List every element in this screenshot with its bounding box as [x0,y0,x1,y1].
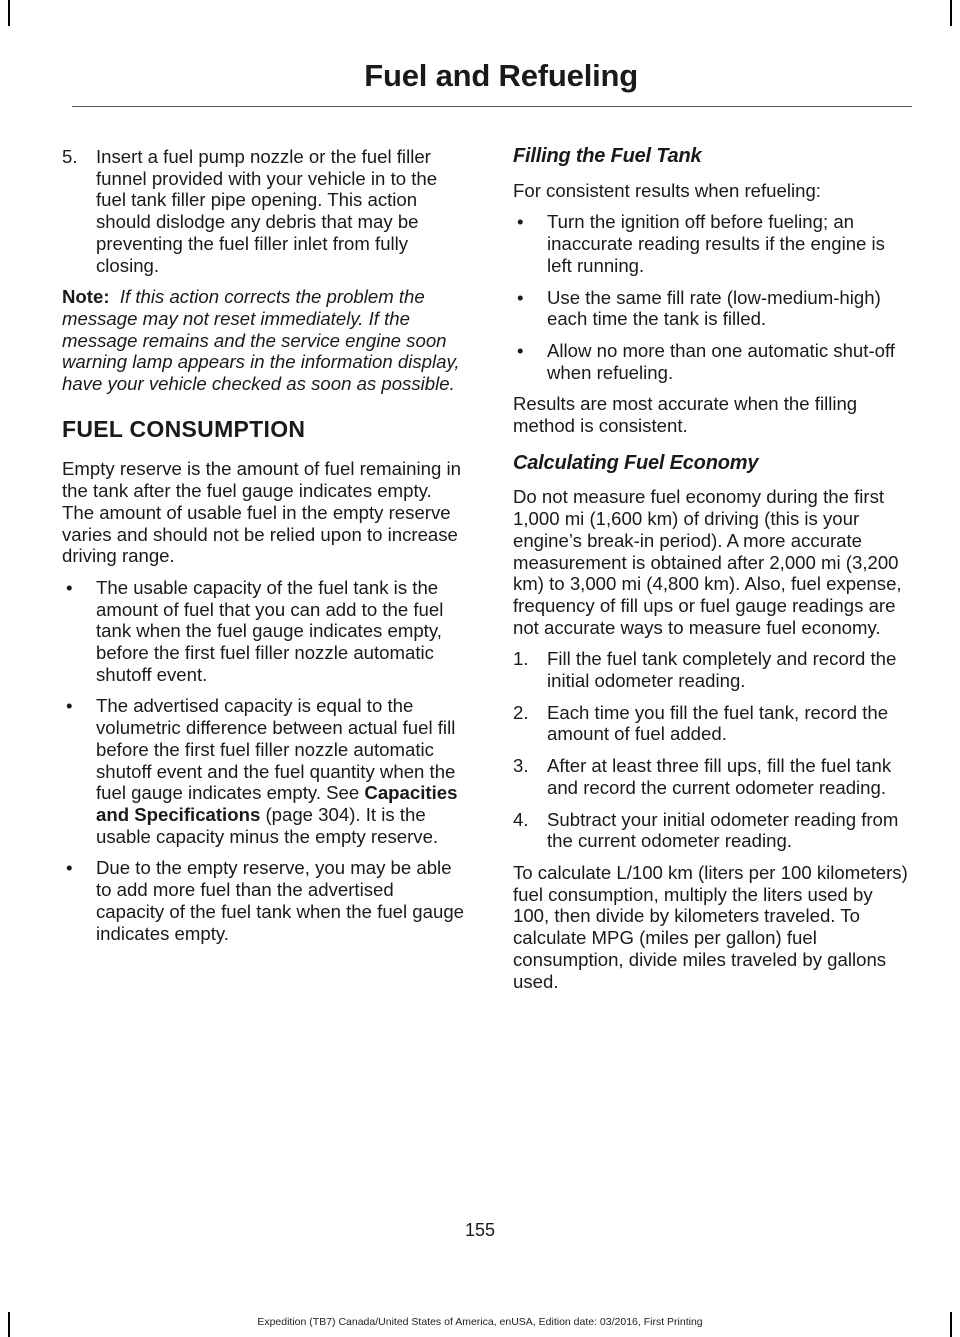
step-number: 3. [513,755,529,777]
crop-mark-top-left [8,0,10,26]
advertised-text-after: (page 304). It is the usable capacity minus the empty reserve. [96,803,439,847]
section-title: Fuel and Refueling [364,58,638,93]
bullet-text: Use the same fill rate (low-medium-high) each time the tank is filled. [547,286,881,330]
left-column [62,146,465,954]
step-5 [62,146,465,276]
list-item [513,809,910,852]
note-label: Note: [62,286,110,308]
step-number: 4. [513,808,529,830]
filling-intro: For consistent results when refueling: [513,179,821,201]
fuel-consumption-heading: FUEL CONSUMPTION [62,415,306,442]
list-item [513,755,910,798]
list-item [513,211,910,276]
bullet-icon: • [517,286,524,308]
bullet-text [96,695,457,846]
filling-result: Results are most accurate when the filling method is consistent. [513,393,858,437]
bullet-icon: • [66,695,73,717]
filling-heading: Filling the Fuel Tank [513,145,702,167]
right-column [513,146,910,1002]
list-item [513,702,910,745]
header-rule [72,106,912,107]
list-item [513,340,910,383]
list-item [62,695,465,847]
list-item [513,287,910,330]
step-text: After at least three fill ups, fill the fuel tank and record the current odometer reading. [547,755,892,798]
bullet-icon: • [66,857,73,879]
empty-reserve-paragraph: Empty reserve is the amount of fuel remaining in the tank after the fuel gauge indicates empty. The amount of usable fuel in the empty reserve varies and should not be relied upon to increase driving range. [62,458,461,567]
list-item [62,857,465,944]
advertised-text: The advertised capacity is equal to the volumetric difference between actual fuel fill before the first fuel filler nozzle automatic shutoff event and the fuel quantity when the fuel gauge indicates empty. See [96,695,456,804]
list-item [513,648,910,691]
calculating-heading: Calculating Fuel Economy [513,451,759,474]
page-number: 155 [464,1220,496,1240]
step-text: Insert a fuel pump nozzle or the fuel filler funnel provided with your vehicle in to the fuel tank filler pipe opening. This action should dislodge any debris that may be preventing the fuel filler inlet from fully closing. [96,146,438,276]
footer-text: Expedition (TB7) Canada/United States of America, enUSA, Edition date: 03/2016, First Printing [257,1316,703,1328]
calc-outro: To calculate L/100 km (liters per 100 kilometers) fuel consumption, multiply the liters used by 100, then divide by kilometers traveled. To calculate MPG (miles per gallon) fuel consumption, divide miles traveled by gallons used. [513,861,908,992]
bullet-icon: • [517,211,524,233]
note-text: If this action corrects the problem the message may not reset immediately. If the message remains and the service engine soon warning lamp appears in the information display, have your vehicle checked as soon as possible. [62,286,460,395]
step-number: 2. [513,701,529,723]
step-number: 5. [62,146,78,167]
step-number: 1. [513,648,529,670]
step-text: Each time you fill the fuel tank, record the amount of fuel added. [547,701,889,745]
step-text: Fill the fuel tank completely and record the initial odometer reading. [547,648,897,692]
bullet-text: Due to the empty reserve, you may be able to add more fuel than the advertised capacity of the fuel tank when the fuel gauge indicates empty. [96,857,464,944]
capacities-link[interactable]: Capacities and Specifications [96,782,458,825]
note [62,286,465,395]
bullet-text: Allow no more than one automatic shut-off when refueling. [547,339,895,383]
bullet-icon: • [517,339,524,361]
list-item [62,577,465,686]
crop-mark-top-right [950,0,952,26]
bullet-text: Turn the ignition off before fueling; an inaccurate reading results if the engine is left running. [547,211,885,276]
step-text: Subtract your initial odometer reading from the current odometer reading. [547,808,899,852]
calc-intro: Do not measure fuel economy during the first 1,000 mi (1,600 km) of driving (this is your engine’s break-in period). A more accurate measurement is obtained after 2,000 mi (3,200 km) to 3,000 mi (4,800 km). Also, fuel expense, frequency of fill ups or fuel gauge readings are not accurate ways to measure fuel economy. [513,486,902,638]
bullet-text: The usable capacity of the fuel tank is the amount of fuel that you can add to the fuel tank when the fuel gauge indicates empty, before the first fuel filler nozzle automatic shutoff event. [96,576,444,685]
bullet-icon: • [66,576,73,598]
